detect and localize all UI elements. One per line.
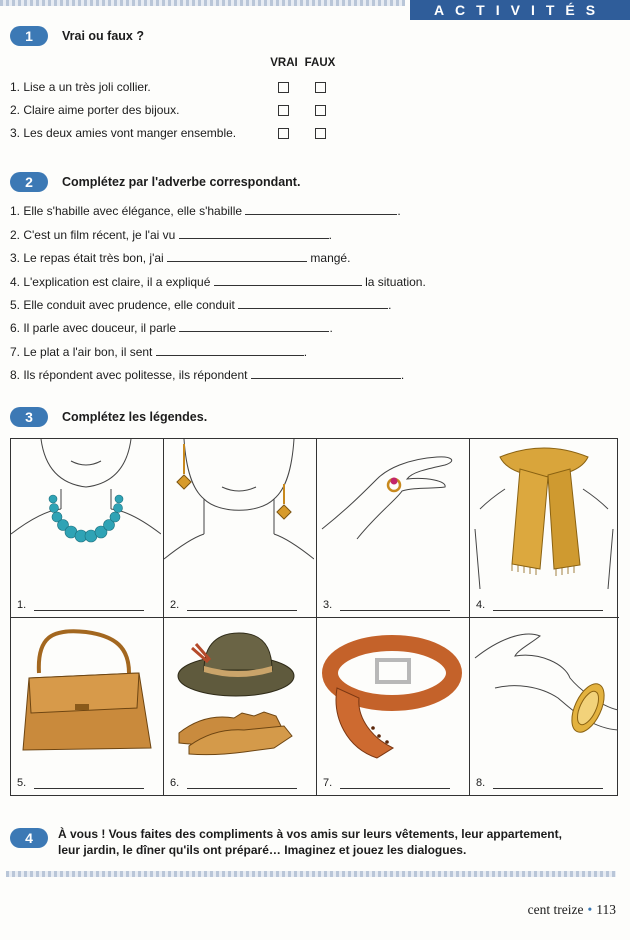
answer-blank[interactable] (179, 321, 329, 332)
answer-blank[interactable] (214, 275, 362, 286)
caption-3 (323, 599, 450, 611)
caption-blank[interactable] (34, 780, 144, 789)
caption-number: 4. (476, 599, 486, 611)
fill-item-2 (10, 228, 332, 242)
caption-blank[interactable] (34, 602, 144, 611)
fill-text: 1. Elle s'habille avec élégance, elle s'habille (10, 204, 243, 218)
answer-blank[interactable] (167, 251, 307, 262)
cell-handbag (11, 618, 164, 795)
vrai-checkbox-2[interactable] (278, 105, 289, 116)
caption-1 (17, 599, 144, 611)
caption-blank[interactable] (187, 780, 297, 789)
col-vrai: VRAI (270, 57, 298, 69)
section3-title: Complétez les légendes. (62, 410, 208, 424)
hat-gloves-illustration (164, 618, 314, 768)
answer-blank[interactable] (238, 298, 388, 309)
section1-number: 1 (10, 26, 48, 46)
caption-blank[interactable] (493, 780, 603, 789)
fill-suffix: . (329, 321, 333, 335)
section1-heading (10, 26, 144, 46)
caption-4 (476, 599, 603, 611)
caption-8 (476, 777, 603, 789)
page-number: 113 (596, 902, 616, 917)
caption-5 (17, 777, 144, 789)
faux-checkbox-3[interactable] (315, 128, 326, 139)
header-stripe (0, 0, 405, 6)
fill-text: 3. Le repas était très bon, j'ai (10, 251, 164, 265)
fill-suffix: la situation. (365, 275, 426, 289)
fill-item-5 (10, 298, 392, 312)
caption-number: 5. (17, 777, 27, 789)
caption-blank[interactable] (187, 602, 297, 611)
cell-belt (317, 618, 470, 795)
ring-illustration (317, 439, 467, 589)
fill-text: 4. L'explication est claire, il a expliqué (10, 275, 211, 289)
caption-number: 2. (170, 599, 180, 611)
header-band (0, 0, 630, 20)
caption-6 (170, 777, 297, 789)
fill-item-8 (10, 368, 404, 382)
bottom-stripe (6, 871, 616, 877)
fill-text: 6. Il parle avec douceur, il parle (10, 321, 177, 335)
caption-number: 1. (17, 599, 27, 611)
caption-2 (170, 599, 297, 611)
caption-number: 7. (323, 777, 333, 789)
faux-checkbox-1[interactable] (315, 82, 326, 93)
answer-blank[interactable] (179, 228, 329, 239)
vf-item-1: 1. Lise a un très joli collier. (10, 80, 151, 94)
answer-blank[interactable] (245, 204, 397, 215)
col-faux: FAUX (304, 57, 336, 69)
bracelet-illustration (470, 618, 618, 768)
section3-number: 3 (10, 407, 48, 427)
activites-tag: ACTIVITÉS (410, 0, 630, 20)
page-footer (528, 902, 616, 918)
necklace-illustration (11, 439, 161, 589)
vf-item-3: 3. Les deux amies vont manger ensemble. (10, 126, 237, 140)
section4-line1: À vous ! Vous faites des compliments à vos amis sur leurs vêtements, leur appartement, (58, 827, 562, 841)
fill-suffix: . (397, 204, 401, 218)
handbag-illustration (11, 618, 161, 768)
fill-item-3 (10, 251, 350, 265)
vrai-checkbox-1[interactable] (278, 82, 289, 93)
fill-item-7 (10, 345, 307, 359)
cell-earrings (164, 439, 317, 618)
section4-line2: leur jardin, le dîner qu'ils ont préparé… Imaginez et jouez les dialogues. (58, 843, 467, 857)
cell-hat-gloves (164, 618, 317, 795)
cell-bracelet (470, 618, 619, 795)
section4-number: 4 (10, 828, 48, 848)
section2-heading (10, 172, 300, 192)
section4-text (58, 826, 562, 858)
illustration-grid (10, 438, 618, 796)
answer-blank[interactable] (156, 345, 304, 356)
answer-blank[interactable] (251, 368, 401, 379)
belt-illustration (317, 618, 467, 768)
caption-blank[interactable] (340, 602, 450, 611)
vf-item-2: 2. Claire aime porter des bijoux. (10, 103, 180, 117)
faux-checkbox-2[interactable] (315, 105, 326, 116)
fill-suffix: . (328, 228, 333, 242)
fill-item-1 (10, 204, 401, 218)
scarf-illustration (470, 439, 618, 589)
fill-text: 5. Elle conduit avec prudence, elle conduit (10, 298, 235, 312)
section2-number: 2 (10, 172, 48, 192)
section1-title: Vrai ou faux ? (62, 29, 144, 43)
cell-necklace (11, 439, 164, 618)
caption-7 (323, 777, 450, 789)
cell-scarf (470, 439, 619, 618)
fill-suffix: . (400, 368, 405, 382)
fill-suffix: . (388, 298, 392, 312)
caption-blank[interactable] (493, 602, 603, 611)
fill-item-4 (10, 275, 426, 289)
fill-item-6 (10, 321, 333, 335)
caption-number: 6. (170, 777, 180, 789)
vrai-faux-header (266, 57, 338, 69)
page-text: cent treize (527, 902, 584, 917)
fill-text: 8. Ils répondent avec politesse, ils répondent (10, 368, 248, 382)
section2-title: Complétez par l'adverbe correspondant. (62, 175, 301, 189)
fill-text: 2. C'est un film récent, je l'ai vu (10, 228, 176, 242)
fill-suffix: mangé. (310, 251, 351, 265)
caption-number: 8. (476, 777, 486, 789)
cell-ring (317, 439, 470, 618)
vrai-checkbox-3[interactable] (278, 128, 289, 139)
fill-suffix: . (303, 345, 308, 359)
earrings-illustration (164, 439, 314, 589)
caption-number: 3. (323, 599, 333, 611)
caption-blank[interactable] (340, 780, 450, 789)
section3-heading (10, 407, 207, 427)
fill-text: 7. Le plat a l'air bon, il sent (10, 345, 153, 359)
bullet-icon: • (587, 902, 593, 917)
